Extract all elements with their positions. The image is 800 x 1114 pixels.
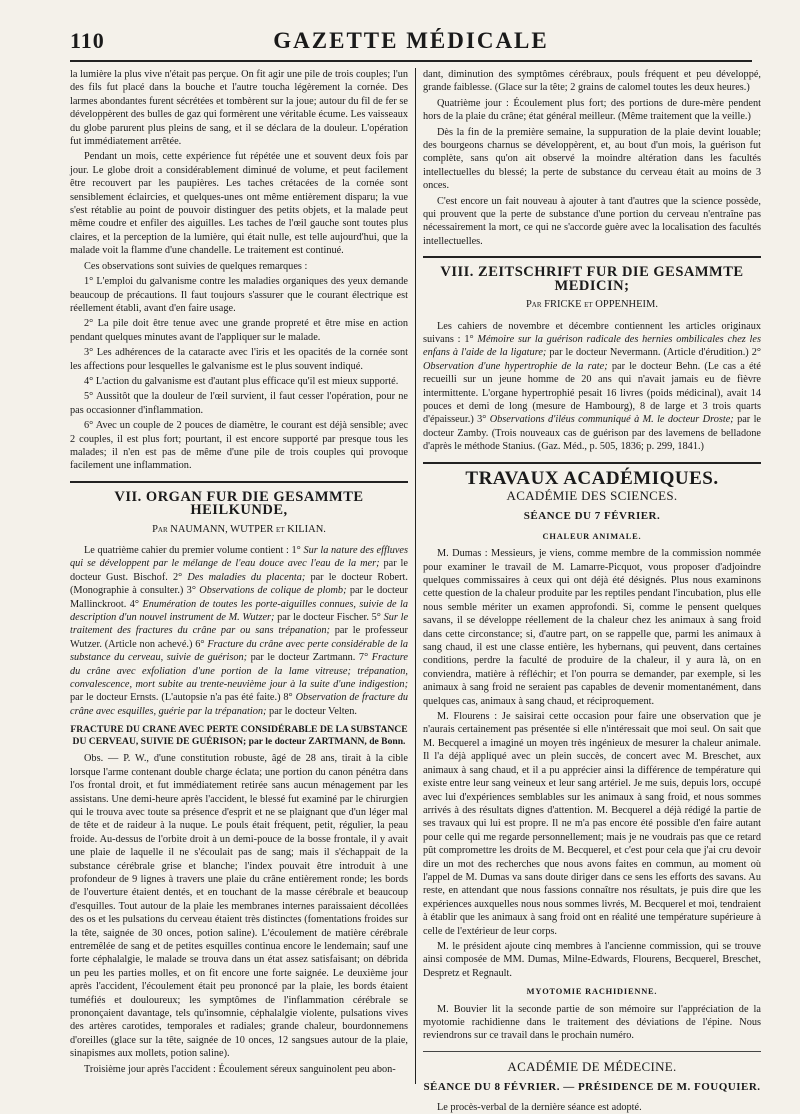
section-rule (423, 462, 761, 464)
topic-heading: CHALEUR ANIMALE. (542, 531, 642, 541)
article-subheading: FRACTURE DU CRANE AVEC PERTE CONSIDÉRABLE DE LA SUBSTANCE DU CERVEAU, SUIVIE DE GUÉRISON; par le docteur ZARTMANN, de Bonn. (70, 724, 408, 748)
paragraph: Pendant un mois, cette expérience fut répétée une et souvent deux fois par jour. Le globe droit a considérablement diminué de volume, et peut facilement être recouvert par les paupières. Les taches crétacées de la cornée sont sensiblement éclaircies, et quelques-unes ont même entièrement disparu; la vue s'est rétablie au point de pouvoir distinguer des petits objets, et la malade peut même coudre et enfiler des aiguilles. Les taches de l'œil gauche sont toutes plus claires, et la perception de la lumière, qui était nulle, est telle aujourd'hui, que la malade voit la flamme d'une chandelle. Le traitement est continué. (70, 151, 408, 257)
paragraph: 3° Les adhérences de la cataracte avec l'iris et les opacités de la cornée sont les affections pour lesquelles le galvanisme est le plus souvent indiqué. (70, 347, 408, 372)
paragraph: 5° Aussitôt que la douleur de l'œil survient, il faut cesser l'opération, pour ne pas occasionner d'inflammation. (70, 391, 408, 416)
paragraph: 6° Avec un couple de 2 pouces de diamètre, le courant est déjà sensible; avec 2 couples, il est plus fort; pourtant, il est encore supporté par presque tous les malades; il n'en est pas de même d'une pile de trois couples qui provoque facilement une inflammation. (70, 420, 408, 472)
session-heading: SÉANCE DU 7 FÉVRIER. (523, 510, 661, 523)
paragraph: la lumière la plus vive n'était pas perçue. On fit agir une pile de trois couples; l'un des fils fut placé dans la bouche et l'autre toucha légèrement la cornée. Des larmes abondantes furent sécrétées et tombèrent sur la joue; autour du fil de fer se développèrent des bulles de gaz qui formèrent une véritable écume. Les vaisseaux du globe parurent plus pleins de sang, et il se déclara de la douleur. L'opération fut immédiatement arrêtée. (70, 69, 408, 148)
paragraph: Obs. — P. W., d'une constitution robuste, âgé de 28 ans, tirait à la cible lorsque l'arme contenant double charge éclata; une portion du canon pénétra dans l'os frontal droit, et fut immédiatement retirée sans aucun ménagement par les assistans. Une demi-heure après l'accident, le blessé fut examiné par le chirurgien qui le trouva avec toute sa présence d'esprit et ne se plaignant que d'un léger mal de tête et de raideur à la nuque. Le pouls était fréquent, petit, régulier, la peau froide. Au-dessus de l'orbite droit à un demi-pouce de la bosse frontale, il y avait une plaie de laquelle il ne s'écoulait pas de sang; mais il s'échappait de la substance cérébrale grise et blanche; l'index pouvait être introduit à une profondeur de 9 lignes à travers une plaie du crâne entièrement ronde; les bords de l'ouverture étaient dentés, et en touchant de la masse cérébrale et beaucoup d'esquilles. Tout autour de la plaie les membranes internes paraissaient décollées des os et les pulsations du cerveau étaient très distinctes (fomentations froides sur la tête, saignée de 30 onces, potion saline). L'écoulement de matière cérébrale entremêlée de sang et de petites esquilles continua encore le lendemain; sauf une forte céphalalgie, le malade se trouva dans un état assez satisfaisant; on débrida un peu les parties molles, et on fit encore une forte saignée. Le deuxième jour après l'accident, l'écoulement était peu prononcé par la plaie, les bords étaient tuméfiés et douloureux; les symptômes de l'inflammation cérébrale se prononçaient davantage, tels qu'insomnie, céphalalgie violente, pulsations vives des artères carotides, temporales et radiales; grande chaleur, bourdonnemens d'oreilles (glace sur la tête, saignée de 10 onces, 12 sangsues autour de la plaie, sinapismes aux mollets, potion saline). (70, 753, 408, 1060)
paragraph: Les cahiers de novembre et décembre contiennent les articles originaux suivans : 1° Mémoire sur la guérison radicale des hernies ombilicales chez les enfans à l'aide de la ligature; par le docteur Nevermann. (Article d'érudition.) 2° Observation d'une hypertrophie de la rate; par le docteur Behn. (Le cas a été recueilli sur un jeune homme de 20 ans qui n'avait jamais eu de fièvre intermittente. L'organe hypertrophié pesait 16 livres (poids médicinal), avait 14 pouces et demi de long (mesure de Hambourg), 8 de large et 3 trois quarts d'épaisseur.) 3° Observations d'iléus communiqué à M. le docteur Droste; par le docteur Zamby. (Trois nouveaux cas de guérison par des lavemens de belladone d'après le méthode Stanius. (Gaz. Méd., p. 505, 1836; p. 299, 1841.) (423, 320, 762, 453)
paragraph: Ces observations sont suivies de quelques remarques : (84, 260, 308, 272)
section-heading: VII. ORGAN FUR DIE GESAMMTE HEILKUNDE, (114, 488, 364, 519)
paragraph: Dès la fin de la première semaine, la suppuration de la plaie devint louable; des bourgeons charnus se développèrent, et, au bout d'un mois, la guérison fut complète, sans qu'on ait observé la moindre altération dans les facultés intellectuelles du blessé; la perte de substance du cerveau était au moins de 3 onces. (423, 126, 761, 192)
topic-heading: MYOTOMIE RACHIDIENNE. (526, 987, 658, 997)
section-byline: Par NAUMANN, WUTPER et KILIAN. (152, 523, 326, 535)
journal-title: GAZETTE MÉDICALE (273, 28, 549, 53)
session-heading: SÉANCE DU 8 FÉVRIER. — PRÉSIDENCE DE M. FOUQUIER. (423, 1081, 761, 1094)
paragraph: M. Flourens : Je saisirai cette occasion pour faire une observation que je n'aurais certainement pas présentée si elle n'intéressait que moi seul. On sait que M. Becquerel a imaginé un moyen très ingénieux de mesurer la chaleur animale. Il l'a déjà appliqué avec un plein succès, de concert avec M. Breschet, aux animaux à sang chaud, et il a pu apprécier ainsi la différence de température qui existe entre leur sang veineux et leur sang artériel. Je me suis, depuis lors, occupé avec lui d'expériences semblables sur les animaux à sang froid, et nous sommes arrivés à des résultats dignes d'attention. M. Becquerel a déjà rédigé la partie de ses travaux qui lui est propre. Il ne m'a pas encore été possible d'en faire autant pour celle qui me regarde personnellement; mais je ne voudrais pas que ce retard pût compromettre les droits de M. Becquerel, et c'est pour cela que j'ai cru devoir dire un mot des recherches que nous avons faites en commun, au moment où l'appel de M. Dumas va sans doute diriger dans ce sens les efforts des savans. Au reste, en attendant que nous fassions connaître nos résultats, je puis dire que les expériences auxquelles nous nous sommes livrés, M. Becquerel et moi, tendraient à établir que les animaux à sang froid ont en réalité une température supérieure à celle de l'extérieur de leur corps. (423, 711, 761, 937)
paragraph: M. le président ajoute cinq membres à l'ancienne commission, qui se trouve ainsi composée de MM. Dumas, Milne-Edwards, Flourens, Becquerel, Breschet, Despretz et Regnault. (423, 940, 761, 979)
paragraph: C'est encore un fait nouveau à ajouter à tant d'autres que la science possède, qui prouvent que la perte de substance d'une portion du cerveau n'entraîne pas nécessairement la mort, ce qui ne s'accorde guère avec la localisation des facultés intellectuelles. (423, 195, 761, 247)
page-header (70, 28, 752, 62)
paragraph: M. Dumas : Messieurs, je viens, comme membre de la commission nommée pour examiner le travail de M. Lamarre-Picquot, vous proposer d'adjoindre quelques commissaires à ceux qui ont déjà été désignés. Plus nous examinons cette question de la chaleur produite par les reptiles pendant l'incubation, plus elle nous semble mériter un examen approfondi. Si, comme le pensent quelques savans, il se développe réellement de la chaleur chez les animaux à sang froid dans cette circonstance; si, d'autre part, on se rappelle que, parmi les animaux à sang chaud, il est une classe entière, les hybernans, qui peuvent, dans certaines conditions, perdre la faculté de produire de la chaleur, il y aura là, on en conviendra, matière à réfléchir; et l'on pourra se demander, par exemple, si les animaux à sang froid ne seraient pas capables de devenir momentanément, dans quelques cas, animaux à sang chaud, et réciproquement. (423, 548, 761, 707)
left-column (70, 68, 416, 1084)
paragraph: 2° La pile doit être tenue avec une grande propreté et être mise en action pendant quelques minutes avant de l'appliquer sur le malade. (70, 318, 408, 343)
paragraph: Le procès-verbal de la dernière séance est adopté. (437, 1101, 642, 1113)
paragraph: Le quatrième cahier du premier volume contient : 1° Sur la nature des effluves qui se développent par le mélange de l'eau douce avec l'eau de la mer; par le docteur Gust. Bischof. 2° Des maladies du placenta; par le docteur Robert. (Monographie à consulter.) 3° Observations de colique de plomb; par le docteur Mallinckroot. 4° Enumération de toutes les porte-aiguilles connues, suivie de la description d'un nouvel instrument de M. Wutzer; par le docteur Fischer. 5° Sur le traitement des fractures du crâne par ou sans trépanation; par le professeur Wutzer. (Article non achevé.) 6° Fracture du crâne avec perte considérable de la substance du cerveau, suivie de guérison; par le docteur Zartmann. 7° Fracture du crâne avec exfoliation d'une portion de la lame vitreuse; trépanation, convalescence, mort subite au trente-neuvième jour à la suite d'une indigestion; par le docteur Ernsts. (L'autopsie n'a pas été faite.) 8° Observation de fracture du crâne avec esquilles, guérie par la trépanation; par le docteur Velten. (70, 545, 409, 717)
paragraph: Troisième jour après l'accident : Écoulement séreux sanguinolent peu abon- (84, 1063, 396, 1075)
page-number: 110 (70, 28, 105, 53)
paragraph: 4° L'action du galvanisme est d'autant plus efficace qu'il est mieux supporté. (84, 375, 399, 387)
paragraph: Quatrième jour : Écoulement plus fort; des portions de dure-mère pendent hors de la plaie du crâne; état général meilleur. (Même traitement que la veille.) (423, 97, 761, 123)
paragraph: M. Bouvier lit la seconde partie de son mémoire sur l'appréciation de la myotomie rachidienne dans le traitement des déviations de l'épine. Nous reviendrons sur ce travail dans le prochain numéro. (423, 1003, 761, 1042)
article-columns (70, 68, 762, 1113)
section-rule (423, 1051, 761, 1052)
paragraph: dant, diminution des symptômes cérébraux, pouls fréquent et peu développé, grande faiblesse. (Glace sur la tête; 2 grains de calomel toutes les deux heures.) (423, 69, 761, 94)
paragraph: 1° L'emploi du galvanisme contre les maladies organiques des yeux demande beaucoup de précautions. Il faut toujours s'assurer que le courant électrique est réellement établi, avant d'en faire usage. (70, 276, 408, 314)
section-rule (423, 256, 761, 258)
section-rule (70, 481, 408, 483)
right-column (415, 68, 762, 1113)
section-heading: VIII. ZEITSCHRIFT FUR DIE GESAMMTE MEDICIN; (440, 264, 744, 294)
academy-heading: ACADÉMIE DES SCIENCES. (506, 487, 678, 503)
section-banner: TRAVAUX ACADÉMIQUES. (465, 467, 719, 489)
section-byline: Par FRICKE et OPPENHEIM. (525, 299, 659, 311)
academy-heading: ACADÉMIE DE MÉDECINE. (507, 1058, 677, 1074)
